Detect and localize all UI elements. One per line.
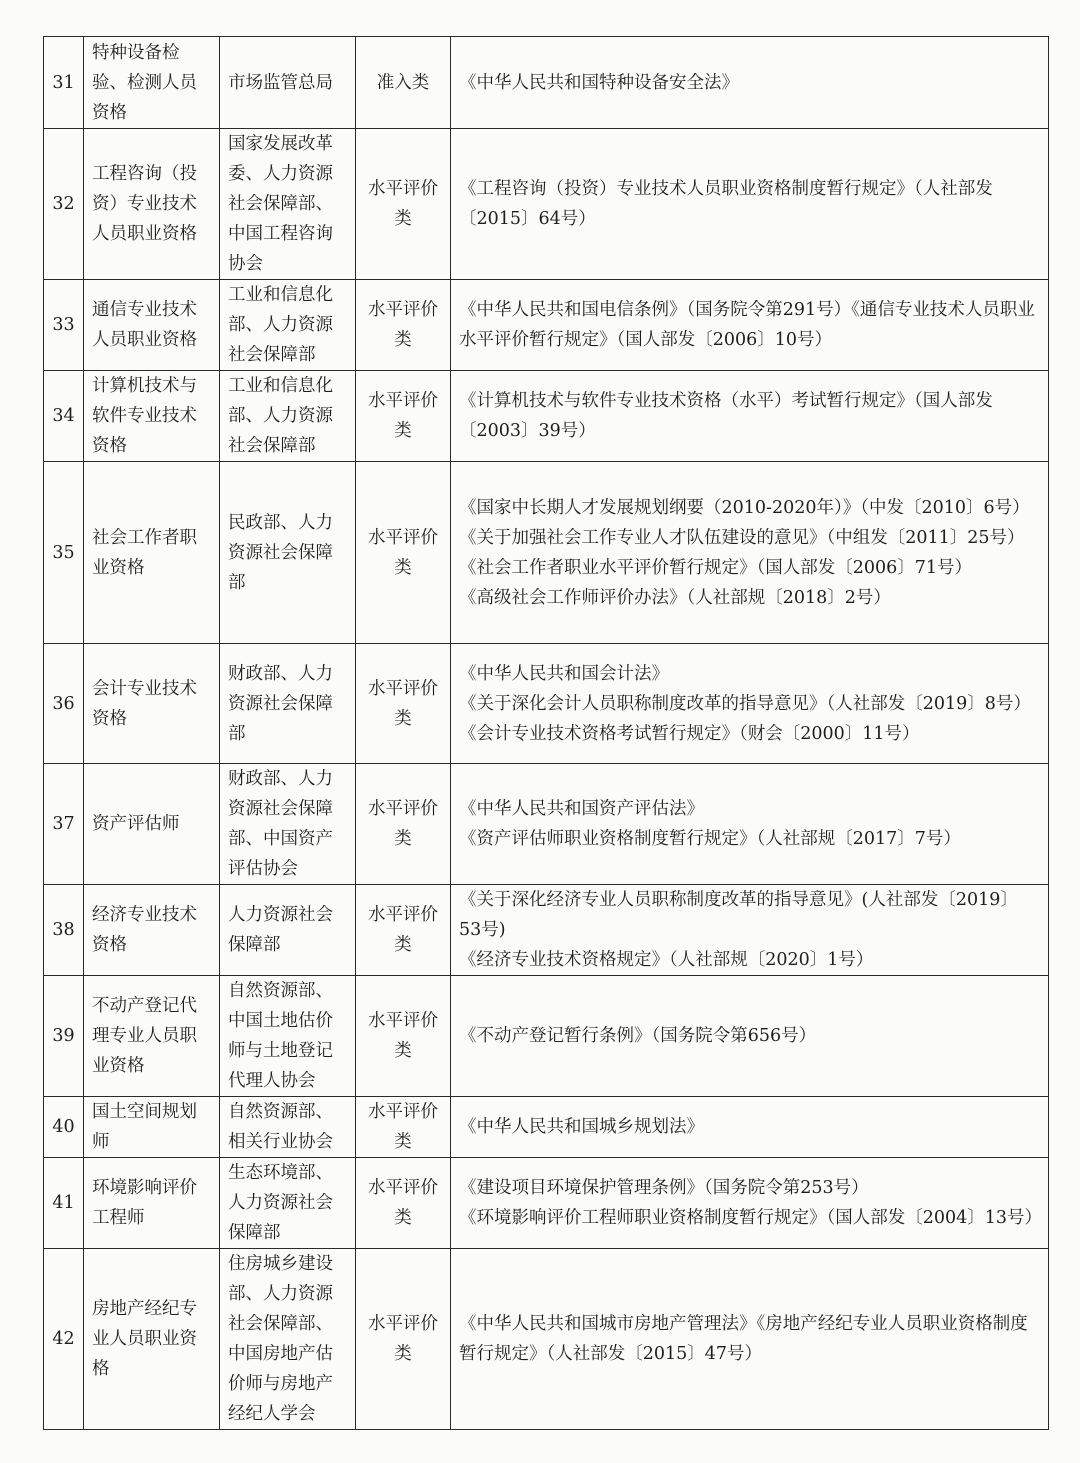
qualification-name-cell-text: 工程咨询（投资）专业技术人员职业资格 [92,164,197,244]
qualification-name-cell [84,37,220,129]
department-cell-text: 民政部、人力资源社会保障部 [228,512,333,593]
department-cell-text: 工业和信息化部、人力资源社会保障部 [228,285,333,365]
qualification-name-cell-text: 不动产登记代理专业人员职业资格 [92,996,197,1076]
qualification-name-cell-text: 社会工作者职业资格 [92,527,197,578]
category-cell [356,1249,451,1430]
row-number-cell-text: 33 [52,315,75,335]
basis-line: 《建设项目环境保护管理条例》（国务院令第253号） [459,1178,869,1198]
category-cell [356,764,451,885]
row-number-cell-text: 31 [52,72,75,93]
category-cell-text: 水平评价类 [368,905,438,955]
department-cell [220,1249,356,1430]
basis-line: 《中华人民共和国资产评估法》 [459,799,704,819]
table-row [44,280,1049,371]
department-cell-text: 财政部、人力资源社会保障部 [228,663,333,744]
department-cell [220,280,356,371]
category-cell [356,462,451,644]
row-number-cell [44,129,84,280]
category-cell [356,129,451,280]
basis-cell [451,764,1049,885]
basis-line: 《关于深化会计人员职称制度改革的指导意见》（人社部发〔2019〕8号） [459,693,1031,714]
row-number-cell-text: 36 [52,693,75,714]
department-cell [220,885,356,976]
qualification-name-cell [84,976,220,1097]
qualification-name-cell-text: 资产评估师 [92,814,180,834]
qualification-name-cell [84,280,220,371]
row-number-cell [44,1158,84,1249]
qualification-name-cell-text: 经济专业技术资格 [92,905,197,955]
row-number-cell-text: 41 [52,1193,75,1213]
category-cell-text: 水平评价类 [368,179,438,229]
department-cell [220,644,356,764]
department-cell-text: 工业和信息化部、人力资源社会保障部 [228,376,333,456]
category-cell-text: 水平评价类 [368,527,438,578]
row-number-cell [44,976,84,1097]
row-number-cell-text: 38 [52,920,75,940]
basis-line: 《中华人民共和国电信条例》（国务院令第291号）《通信专业技术人员职业水平评价暂行规定》（国人部发〔2006〕10号） [459,300,1035,350]
qualification-table [43,36,1049,1430]
category-cell-text: 准入类 [376,72,430,93]
category-cell-text: 水平评价类 [368,391,438,441]
qualification-name-cell [84,462,220,644]
basis-cell [451,129,1049,280]
table-row [44,644,1049,764]
qualification-name-cell-text: 通信专业技术人员职业资格 [92,300,197,350]
basis-line: 《不动产登记暂行条例》（国务院令第656号） [459,1026,817,1046]
category-cell [356,1158,451,1249]
row-number-cell-text: 32 [52,194,75,214]
basis-line: 《环境影响评价工程师职业资格制度暂行规定》（国人部发〔2004〕13号） [459,1208,1043,1228]
row-number-cell-text: 42 [52,1329,75,1349]
basis-line: 《社会工作者职业水平评价暂行规定》（国人部发〔2006〕71号） [459,557,973,578]
department-cell [220,764,356,885]
category-cell-text: 水平评价类 [368,678,438,729]
department-cell [220,129,356,280]
basis-line: 《关于深化经济专业人员职称制度改革的指导意见》(人社部发〔2019〕53号) [459,890,1018,940]
qualification-name-cell [84,764,220,885]
row-number-cell [44,644,84,764]
basis-cell [451,976,1049,1097]
basis-line: 《高级社会工作师评价办法》（人社部规〔2018〕2号） [459,587,891,608]
basis-line: 《计算机技术与软件专业技术资格（水平）考试暂行规定》（国人部发〔2003〕39号） [459,391,993,441]
category-cell [356,37,451,129]
row-number-cell-text: 37 [52,814,75,834]
category-cell [356,371,451,462]
category-cell-text: 水平评价类 [368,300,438,350]
basis-cell [451,1249,1049,1430]
qualification-name-cell [84,1097,220,1158]
row-number-cell-text: 39 [52,1026,75,1046]
qualification-name-cell-text: 计算机技术与软件专业技术资格 [92,376,197,456]
table-row [44,462,1049,644]
row-number-cell-text: 34 [52,406,75,426]
basis-line: 《中华人民共和国会计法》 [459,663,669,684]
basis-cell [451,1097,1049,1158]
basis-line: 《中华人民共和国城乡规划法》 [459,1117,704,1137]
row-number-cell [44,37,84,129]
table-row [44,1158,1049,1249]
qualification-name-cell [84,1158,220,1249]
qualification-name-cell-text: 环境影响评价工程师 [92,1178,197,1228]
department-cell [220,371,356,462]
basis-line: 《经济专业技术资格规定》（人社部规〔2020〕1号） [459,950,874,970]
table-row [44,1097,1049,1158]
basis-cell [451,280,1049,371]
row-number-cell-text: 35 [52,542,75,563]
department-cell-text: 国家发展改革委、人力资源社会保障部、中国工程咨询协会 [228,134,333,274]
category-cell-text: 水平评价类 [368,1314,438,1364]
row-number-cell [44,371,84,462]
category-cell [356,976,451,1097]
department-cell-text: 自然资源部、相关行业协会 [228,1102,333,1152]
basis-line: 《中华人民共和国特种设备安全法》 [459,72,739,93]
row-number-cell [44,764,84,885]
department-cell-text: 人力资源社会保障部 [228,905,333,955]
department-cell-text: 财政部、人力资源社会保障部、中国资产评估协会 [228,769,333,879]
basis-cell [451,1158,1049,1249]
table-row [44,885,1049,976]
qualification-name-cell-text: 特种设备检验、检测人员资格 [92,42,197,123]
table-row [44,37,1049,129]
basis-line: 《会计专业技术资格考试暂行规定》（财会〔2000〕11号） [459,723,920,744]
basis-cell [451,644,1049,764]
department-cell [220,976,356,1097]
category-cell-text: 水平评价类 [368,799,438,849]
table-row [44,976,1049,1097]
row-number-cell [44,885,84,976]
department-cell [220,37,356,129]
basis-cell [451,371,1049,462]
row-number-cell [44,1097,84,1158]
qualification-name-cell [84,129,220,280]
table-row [44,371,1049,462]
table-row [44,129,1049,280]
department-cell-text: 市场监管总局 [228,72,333,93]
category-cell-text: 水平评价类 [368,1011,438,1061]
basis-cell [451,37,1049,129]
department-cell [220,1097,356,1158]
qualification-name-cell [84,371,220,462]
qualification-name-cell-text: 房地产经纪专业人员职业资格 [92,1299,197,1379]
category-cell-text: 水平评价类 [368,1102,438,1152]
category-cell [356,644,451,764]
department-cell [220,462,356,644]
basis-line: 《工程咨询（投资）专业技术人员职业资格制度暂行规定》（人社部发〔2015〕64号） [459,179,993,229]
department-cell-text: 自然资源部、中国土地估价师与土地登记代理人协会 [228,981,333,1091]
row-number-cell [44,280,84,371]
basis-line: 《国家中长期人才发展规划纲要（2010-2020年）》（中发〔2010〕6号） [459,497,1030,518]
basis-cell [451,885,1049,976]
basis-cell [451,462,1049,644]
basis-line: 《资产评估师职业资格制度暂行规定》（人社部规〔2017〕7号） [459,829,961,849]
category-cell [356,885,451,976]
qualification-name-cell-text: 会计专业技术资格 [92,678,197,729]
qualification-name-cell-text: 国土空间规划师 [92,1102,197,1152]
department-cell [220,1158,356,1249]
department-cell-text: 生态环境部、人力资源社会保障部 [228,1163,333,1243]
table-body [44,37,1049,1430]
department-cell-text: 住房城乡建设部、人力资源社会保障部、中国房地产估价师与房地产经纪人学会 [228,1254,333,1424]
category-cell [356,280,451,371]
basis-line: 《关于加强社会工作专业人才队伍建设的意见》（中组发〔2011〕25号） [459,527,1025,548]
table-row [44,764,1049,885]
qualification-name-cell [84,644,220,764]
category-cell [356,1097,451,1158]
row-number-cell [44,462,84,644]
table-row [44,1249,1049,1430]
row-number-cell [44,1249,84,1430]
category-cell-text: 水平评价类 [368,1178,438,1228]
basis-line: 《中华人民共和国城市房地产管理法》《房地产经纪专业人员职业资格制度暂行规定》（人社部发〔2015〕47号） [459,1314,1028,1364]
qualification-name-cell [84,885,220,976]
qualification-name-cell [84,1249,220,1430]
row-number-cell-text: 40 [52,1117,75,1137]
